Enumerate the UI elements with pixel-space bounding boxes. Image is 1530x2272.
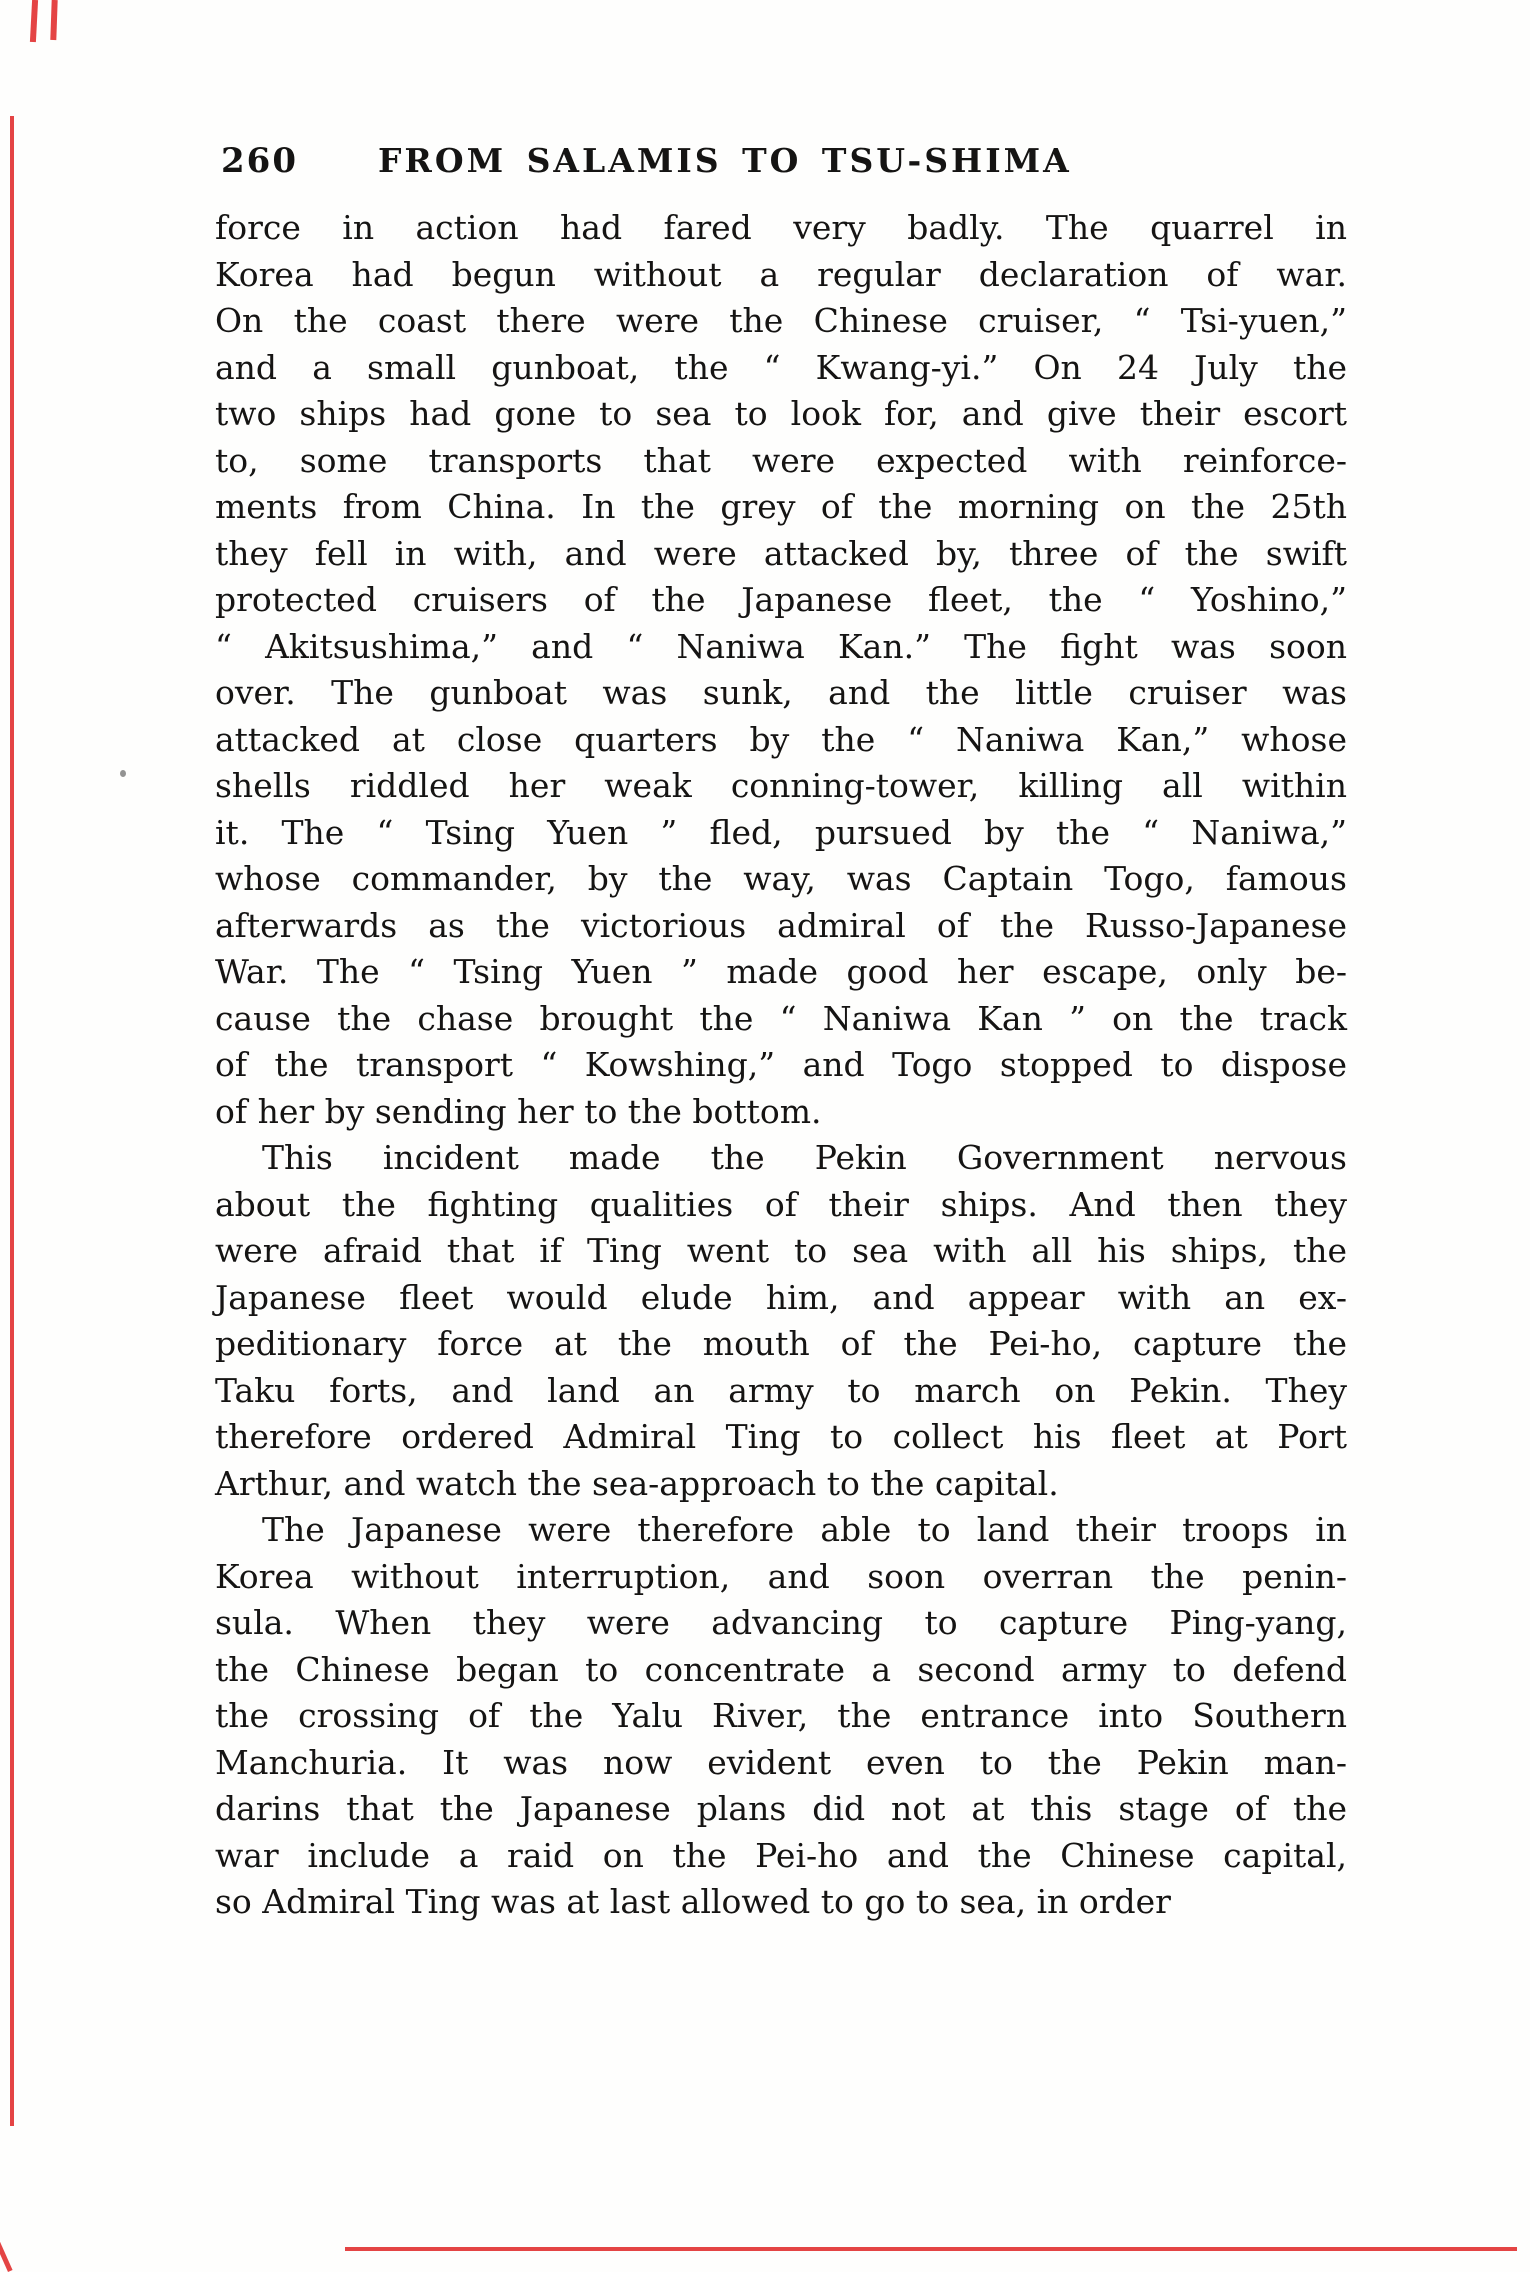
text-line: war include a raid on the Pei-ho and the Chinese capital, [215, 1835, 1347, 1875]
paragraph-2 [215, 1135, 1347, 1507]
text-line: of her by sending her to the bottom. [215, 1091, 822, 1131]
text-line: attacked at close quarters by the “ Naniwa Kan,” whose [215, 719, 1347, 759]
page-title: FROM SALAMIS TO TSU-SHIMA [377, 141, 1072, 180]
text-line: cause the chase brought the “ Naniwa Kan ” on the track [215, 998, 1347, 1038]
text-line: War. The “ Tsing Yuen ” made good her escape, only be- [215, 952, 1347, 991]
page-header [221, 141, 1072, 181]
text-line: Taku forts, and land an army to march on Pekin. They [215, 1370, 1347, 1410]
text-line: were afraid that if Ting went to sea with all his ships, the [215, 1231, 1347, 1270]
text-line: darins that the Japanese plans did not at this stage of the [215, 1789, 1347, 1828]
text-line: Japanese fleet would elude him, and appear with an ex- [215, 1277, 1347, 1317]
text-line: force in action had fared very badly. The quarrel in [215, 208, 1347, 247]
text-line: over. The gunboat was sunk, and the little cruiser was [215, 673, 1347, 712]
red-scan-mark-left-edge-line [10, 116, 14, 2126]
text-line: it. The “ Tsing Yuen ” fled, pursued by the “ Naniwa,” [215, 812, 1347, 852]
text-line: they fell in with, and were attacked by, three of the swift [215, 533, 1347, 573]
text-line: afterwards as the victorious admiral of the Russo-Japanese [215, 905, 1347, 945]
red-scan-mark-bottom-line [345, 2247, 1517, 2251]
text-line: about the fighting qualities of their ships. And then they [215, 1184, 1347, 1224]
text-line: The Japanese were therefore able to land their troops in [262, 1510, 1347, 1549]
text-line: whose commander, by the way, was Captain Togo, famous [215, 859, 1347, 898]
paragraph-3 [215, 1507, 1347, 1926]
text-line: the Chinese began to concentrate a second army to defend [215, 1649, 1347, 1689]
red-scan-mark-bottom-left-diagonal [0, 2195, 13, 2272]
text-line: therefore ordered Admiral Ting to collect his fleet at Port [215, 1417, 1347, 1456]
text-line: two ships had gone to sea to look for, and give their escort [215, 394, 1347, 433]
page-number: 260 [221, 141, 298, 181]
text-line: the crossing of the Yalu River, the entrance into Southern [215, 1696, 1347, 1735]
text-line: to, some transports that were expected with reinforce- [215, 440, 1347, 480]
text-line: of the transport “ Kowshing,” and Togo stopped to dispose [215, 1045, 1347, 1084]
page-body-text [215, 205, 1347, 1926]
text-line: Korea without interruption, and soon overran the penin- [215, 1556, 1347, 1596]
text-line: so Admiral Ting was at last allowed to go to sea, in order [215, 1882, 1171, 1921]
text-line: and a small gunboat, the “ Kwang-yi.” On 24 July the [215, 347, 1347, 387]
red-scan-mark-top-bar-1 [30, 0, 38, 42]
red-scan-mark-top-bar-2 [50, 0, 57, 40]
text-line: Arthur, and watch the sea-approach to the capital. [215, 1463, 1059, 1503]
text-line: “ Akitsushima,” and “ Naniwa Kan.” The fight was soon [215, 626, 1347, 666]
text-line: Korea had begun without a regular declaration of war. [215, 254, 1347, 294]
text-line: peditionary force at the mouth of the Pei-ho, capture the [215, 1324, 1347, 1363]
margin-ink-speck [120, 770, 126, 777]
text-line: ments from China. In the grey of the morning on the 25th [215, 487, 1347, 526]
paragraph-1 [215, 205, 1347, 1135]
text-line: Manchuria. It was now evident even to the Pekin man- [215, 1742, 1347, 1782]
text-line: protected cruisers of the Japanese fleet, the “ Yoshino,” [215, 580, 1347, 619]
text-line: sula. When they were advancing to capture Ping-yang, [215, 1603, 1347, 1642]
text-line: shells riddled her weak conning-tower, killing all within [215, 766, 1347, 805]
text-line: On the coast there were the Chinese cruiser, “ Tsi-yuen,” [215, 301, 1347, 340]
text-line: This incident made the Pekin Government nervous [262, 1138, 1347, 1177]
